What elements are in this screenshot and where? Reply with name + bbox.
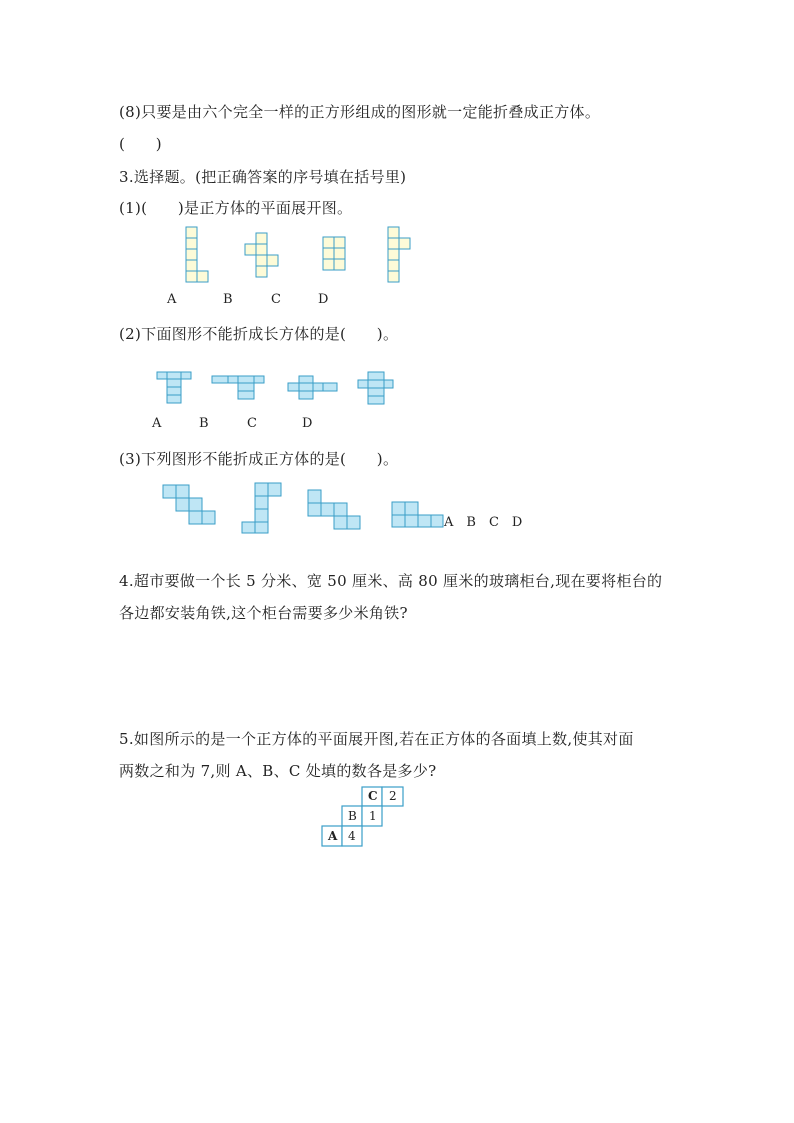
- q3-sub3: (3)下列图形不能折成正方体的是( )。: [119, 450, 399, 468]
- q4-line2: 各边都安装角铁,这个柜台需要多少米角铁?: [119, 604, 408, 622]
- net-3b: [242, 483, 281, 533]
- net-2b: [212, 376, 264, 399]
- net-1c: [323, 237, 345, 270]
- q5-cell-4: 4: [348, 829, 356, 843]
- q5-cell-c: C: [368, 789, 378, 803]
- net-2d: [358, 372, 393, 404]
- net-3a: [163, 485, 215, 524]
- q3-sub1: (1)( )是正方体的平面展开图。: [119, 199, 353, 217]
- q8-answer-paren[interactable]: ( ): [119, 135, 162, 153]
- q5-line2: 两数之和为 7,则 A、B、C 处填的数各是多少?: [119, 762, 437, 780]
- sub1-label-d: D: [318, 292, 329, 307]
- sub3-labels: A B C D: [444, 515, 523, 530]
- sub1-label-b: B: [223, 292, 233, 307]
- q3-title: 3.选择题。(把正确答案的序号填在括号里): [119, 168, 407, 186]
- q5-cell-2: 2: [389, 789, 397, 803]
- sub1-label-a: A: [167, 292, 177, 307]
- q5-cell-1: 1: [369, 809, 377, 823]
- net-1d: [388, 227, 410, 282]
- net-2a: [157, 372, 191, 403]
- net-1b: [245, 233, 278, 277]
- sub2-label-a: A: [152, 416, 162, 431]
- q5-cell-b: B: [348, 809, 357, 823]
- net-3c: [308, 490, 360, 529]
- q8-statement: (8)只要是由六个完全一样的正方形组成的图形就一定能折叠成正方体。: [119, 103, 601, 121]
- q3-sub2: (2)下面图形不能折成长方体的是( )。: [119, 325, 399, 343]
- net-2c: [288, 376, 337, 399]
- sub2-label-d: D: [302, 416, 313, 431]
- q5-line1: 5.如图所示的是一个正方体的平面展开图,若在正方体的各面填上数,使其对面: [119, 730, 634, 748]
- q5-cell-a: A: [328, 829, 338, 843]
- net-1a: [186, 227, 208, 282]
- net-3d: [392, 502, 443, 527]
- sub1-label-c: C: [271, 292, 281, 307]
- sub2-label-c: C: [247, 416, 257, 431]
- sub2-label-b: B: [199, 416, 209, 431]
- q4-line1: 4.超市要做一个长 5 分米、宽 50 厘米、高 80 厘米的玻璃柜台,现在要将柜台的: [119, 572, 663, 590]
